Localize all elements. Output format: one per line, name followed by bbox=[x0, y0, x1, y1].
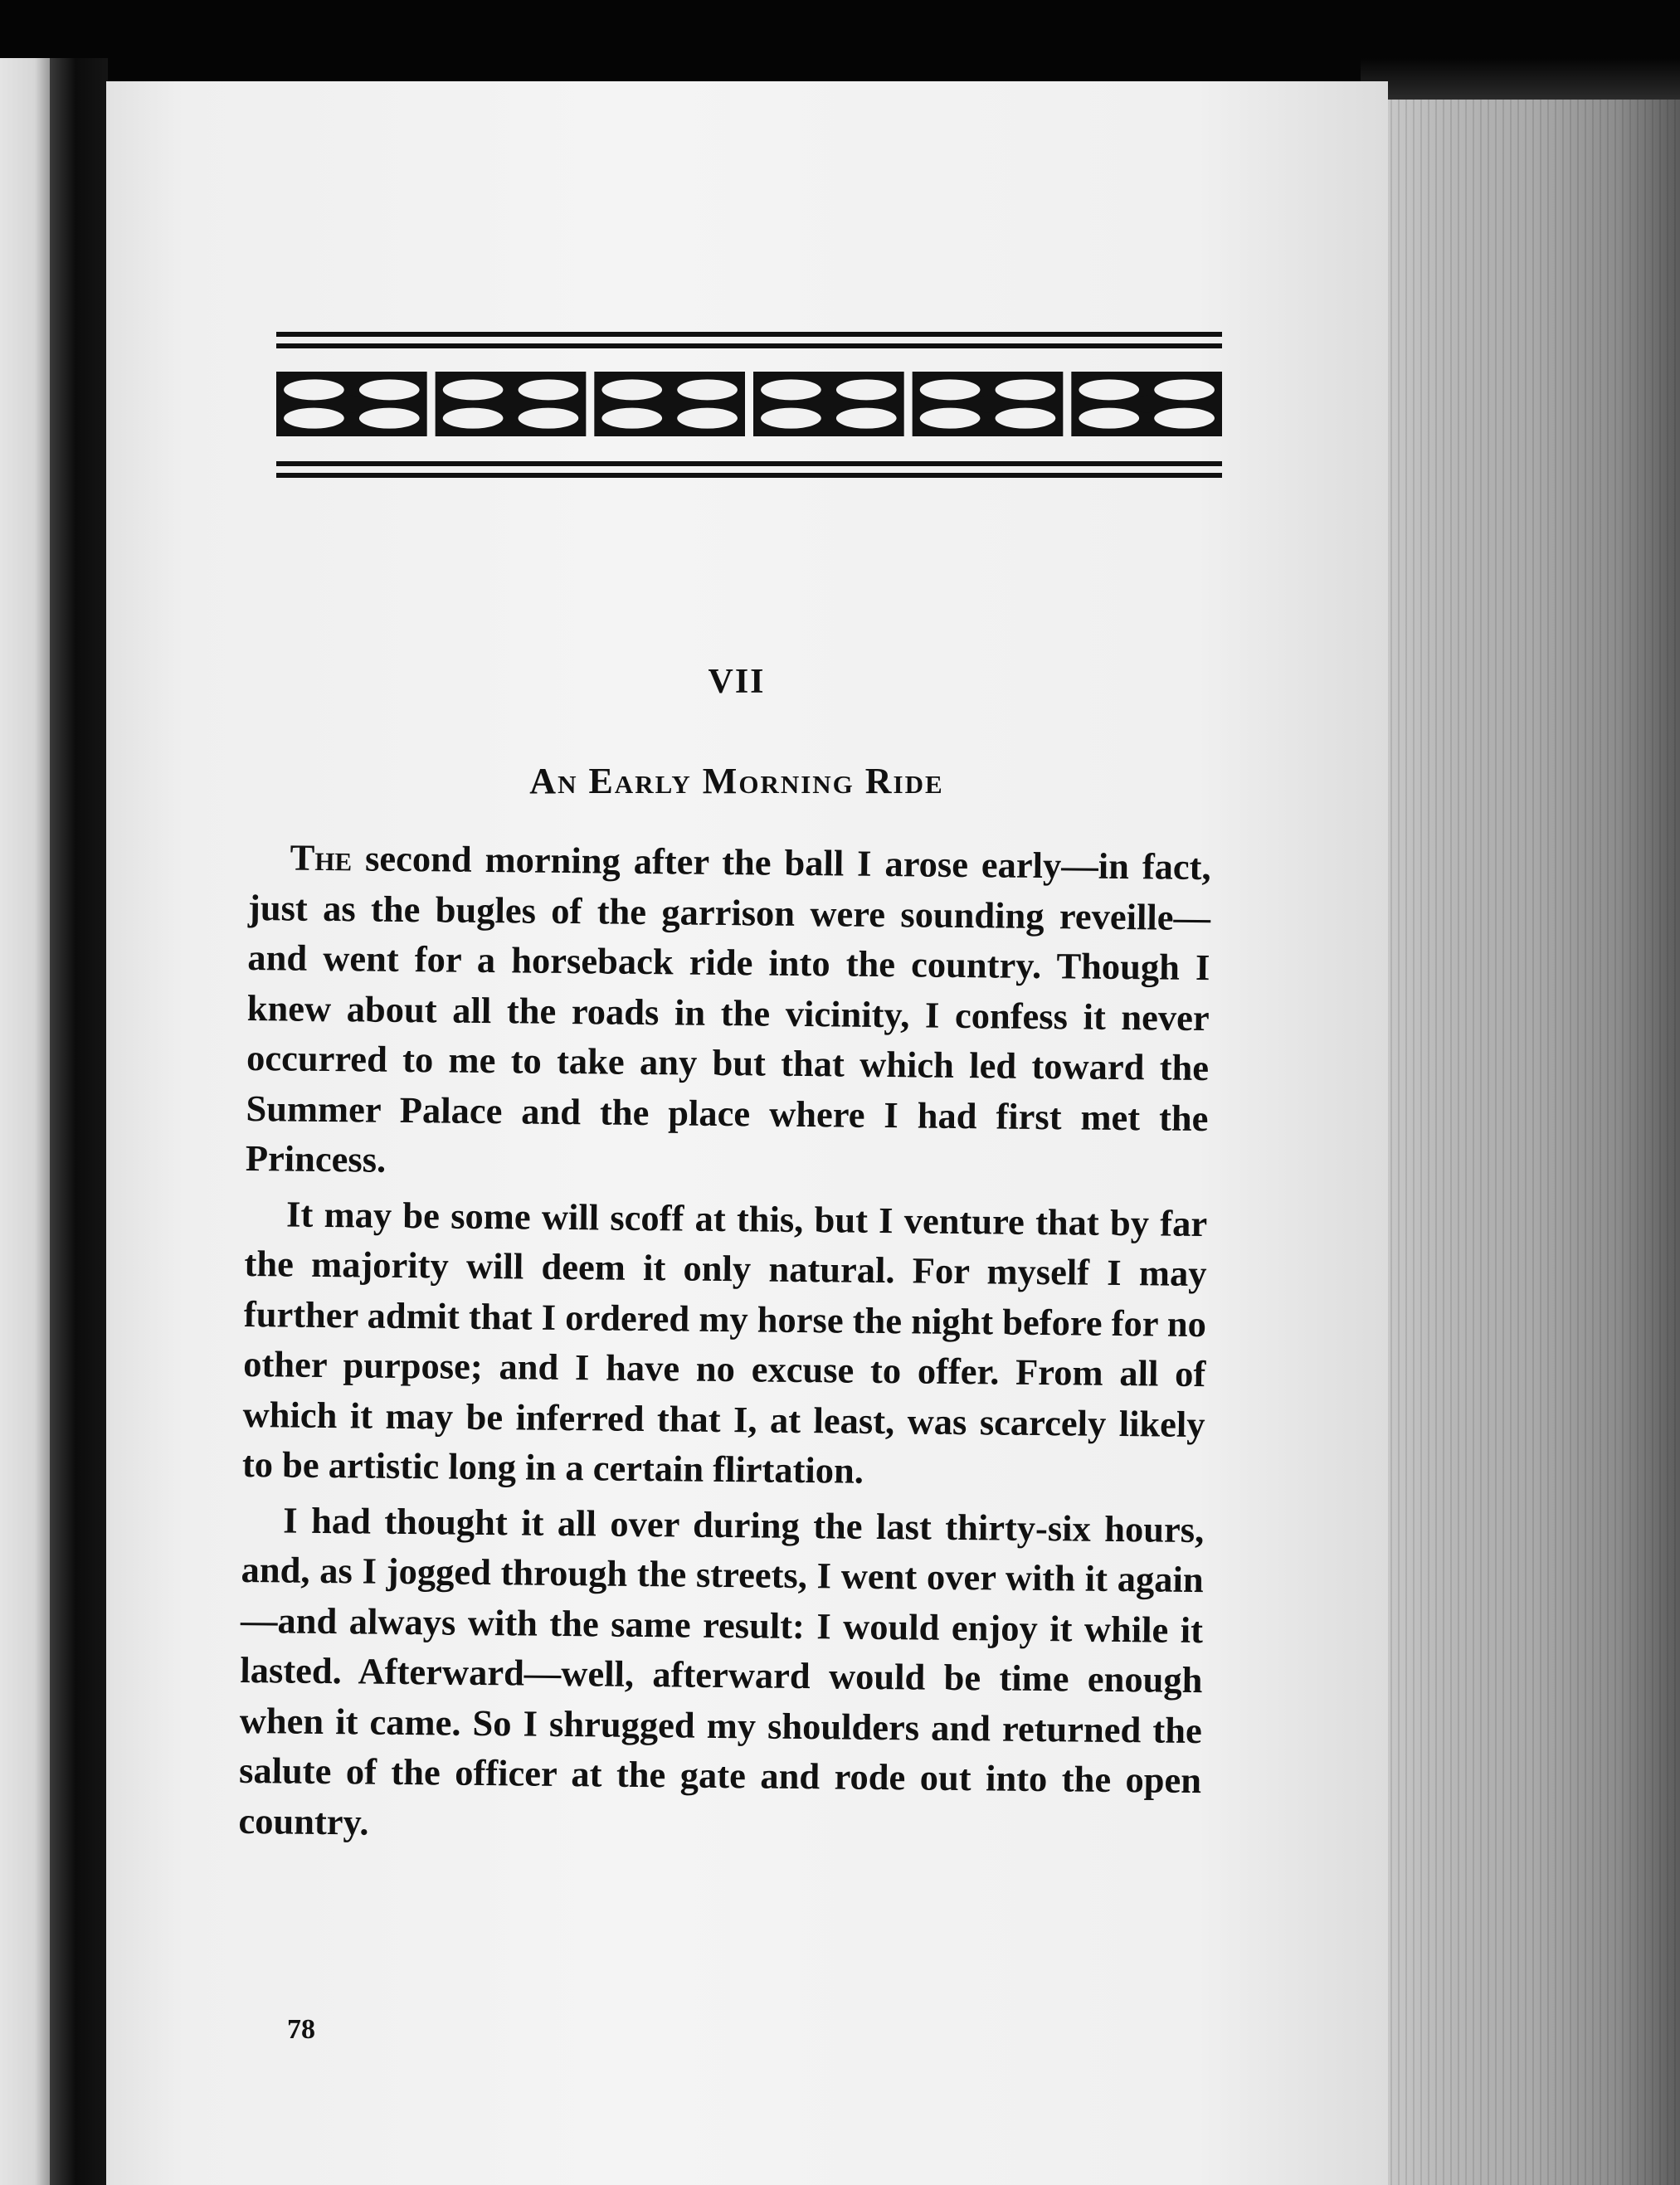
ornament-center bbox=[807, 396, 850, 412]
ornament-petal bbox=[519, 408, 579, 429]
ornament-petal bbox=[601, 408, 662, 429]
page-number: 78 bbox=[287, 2014, 315, 2045]
ornament-center bbox=[967, 396, 1009, 412]
body-text bbox=[238, 832, 1211, 1861]
chapter-number: VII bbox=[708, 663, 766, 701]
ornament-petal bbox=[677, 379, 738, 400]
ornament-petal bbox=[1079, 408, 1139, 429]
ornament-petal bbox=[284, 379, 344, 400]
chapter-title: An Early Morning Ride bbox=[529, 761, 944, 801]
ornament-petal bbox=[836, 408, 897, 429]
ornament-petal bbox=[761, 379, 821, 400]
ornament-petal bbox=[519, 379, 579, 400]
ornament-petal bbox=[443, 408, 504, 429]
ornament-petal bbox=[996, 408, 1056, 429]
page-stack-edges bbox=[1361, 100, 1680, 2185]
ornament-center bbox=[330, 396, 373, 412]
paragraph-3 bbox=[238, 1494, 1204, 1856]
ornament-center bbox=[649, 396, 691, 412]
ornament-petal bbox=[761, 408, 821, 429]
facing-page-edge bbox=[0, 58, 50, 2185]
ornament-center bbox=[1126, 396, 1168, 412]
ornament-petal bbox=[677, 408, 738, 429]
ornament-petal bbox=[836, 379, 897, 400]
ornament-center bbox=[489, 396, 532, 412]
ornament-rule bbox=[276, 343, 1222, 348]
ornament-rule bbox=[276, 461, 1222, 466]
chapter-header-ornament bbox=[276, 332, 1222, 498]
ornament-petal bbox=[1154, 408, 1215, 429]
paragraph-1 bbox=[246, 832, 1211, 1194]
ornament-petal bbox=[920, 379, 981, 400]
ornament-band-icon bbox=[276, 332, 1222, 498]
paragraph-lead-word: The bbox=[290, 836, 353, 879]
paragraph-text: I had thought it all over during the last thirty-six hours, and, as I jogged through the streets, I went over with it again—and always with the same result: I would enjoy it while it lasted. Afterward—well, afterward would be time enough when it came. So I shrugged my shoulders and returned the salute of the officer at the gate and rode out into the open country. bbox=[238, 1498, 1205, 1843]
paragraph-text: second morning after the ball I arose early—in fact, just as the bugles of the garrison were sounding reveille—and went for a horseback ride into the country. Though I knew about all the roads in the vicinity, I confess it never occurred to me to take any but that which led toward the Summer Palace and the place where I had first met the Princess. bbox=[245, 837, 1211, 1180]
ornament-rule bbox=[276, 332, 1222, 337]
ornament-petal bbox=[359, 408, 420, 429]
ornament-petal bbox=[920, 408, 981, 429]
paragraph-text: It may be some will scoff at this, but I venture that by far the majority will deem it only natural. For myself I may further admit that I ordered my horse the night before for no other purpose; and I have no excuse to offer. From all of which it may be inferred that I, at least, was scarcely likely to be artistic long in a certain flirtation. bbox=[241, 1192, 1208, 1492]
ornament-petal bbox=[284, 408, 344, 429]
ornament-petal bbox=[1079, 379, 1139, 400]
book-gutter bbox=[50, 58, 108, 2185]
ornament-petal bbox=[601, 379, 662, 400]
ornament-rule bbox=[276, 473, 1222, 478]
ornament-petal bbox=[996, 379, 1056, 400]
book-page bbox=[106, 81, 1388, 2185]
ornament-petal bbox=[359, 379, 420, 400]
ornament-petal bbox=[1154, 379, 1215, 400]
paragraph-2 bbox=[242, 1188, 1208, 1499]
ornament-petal bbox=[443, 379, 504, 400]
